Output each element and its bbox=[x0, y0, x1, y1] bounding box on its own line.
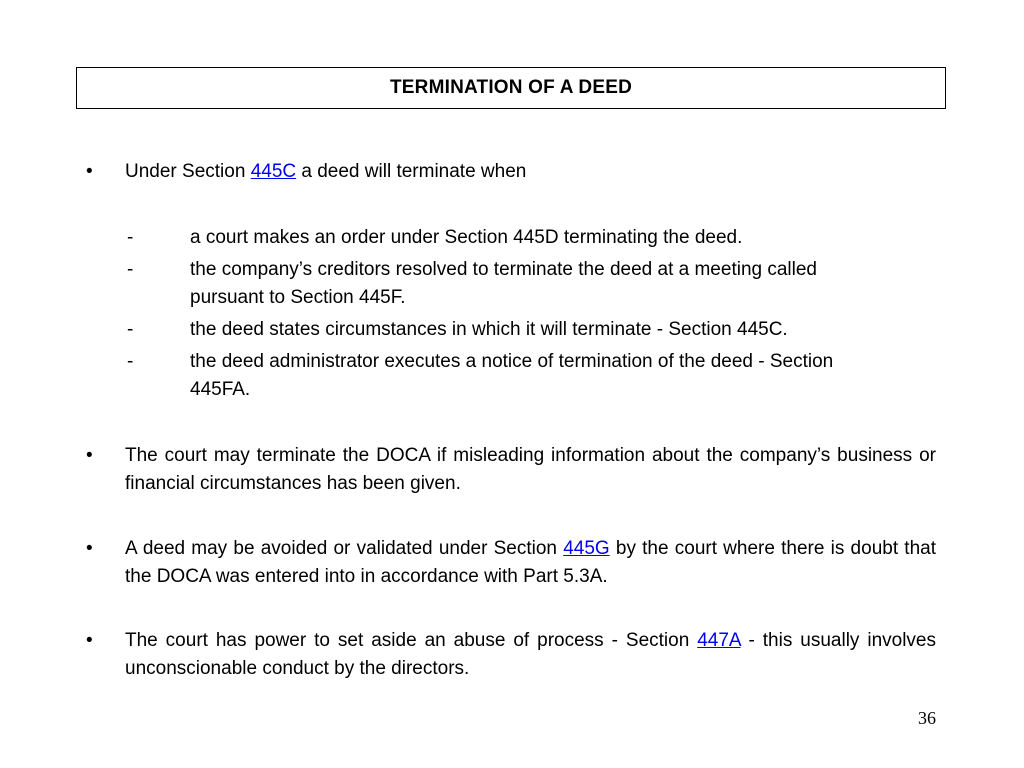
dash-marker: - bbox=[127, 351, 134, 372]
bullet-text-before: The court has power to set aside an abuse of process - Section bbox=[125, 630, 698, 651]
sub-item-text: the deed administrator executes a notice of termination of the deed - Section 445FA. bbox=[190, 351, 834, 400]
bullet-marker: • bbox=[86, 161, 93, 182]
section-447a-link[interactable]: 447A bbox=[697, 630, 741, 651]
dash-marker: - bbox=[127, 319, 134, 340]
bullet-text: The court may terminate the DOCA if misleading information about the company’s business or financial circumstances has been given. bbox=[125, 445, 936, 494]
bullet-text bbox=[125, 535, 936, 591]
bullet-text-after: a deed will terminate when bbox=[296, 161, 527, 182]
section-445g-link[interactable]: 445G bbox=[563, 538, 610, 559]
bullet-text-before: A deed may be avoided or validated under Section bbox=[125, 538, 564, 559]
page-number: 36 bbox=[918, 708, 936, 728]
dash-marker: - bbox=[127, 227, 134, 248]
bullet-text bbox=[125, 158, 936, 186]
bullet-marker: • bbox=[86, 630, 93, 651]
sub-item-text: a court makes an order under Section 445D terminating the deed. bbox=[190, 227, 743, 248]
bullet-text bbox=[125, 627, 936, 683]
section-445c-link[interactable]: 445C bbox=[250, 161, 297, 182]
bullet-marker: • bbox=[86, 445, 93, 466]
bullet-text-before: Under Section bbox=[125, 161, 251, 182]
page-title: TERMINATION OF A DEED bbox=[389, 77, 633, 98]
dash-marker: - bbox=[127, 259, 134, 280]
sub-item-text: the company’s creditors resolved to terminate the deed at a meeting called pursuant to Section 445F. bbox=[190, 259, 817, 308]
bullet-text-after: by the court where there is doubt that the DOCA was entered into in accordance with Part 5.3A. bbox=[125, 538, 936, 587]
bullet-text-after: - this usually involves unconscionable conduct by the directors. bbox=[125, 630, 937, 679]
sub-item-text: the deed states circumstances in which it will terminate - Section 445C. bbox=[190, 319, 788, 340]
bullet-marker: • bbox=[86, 538, 93, 559]
